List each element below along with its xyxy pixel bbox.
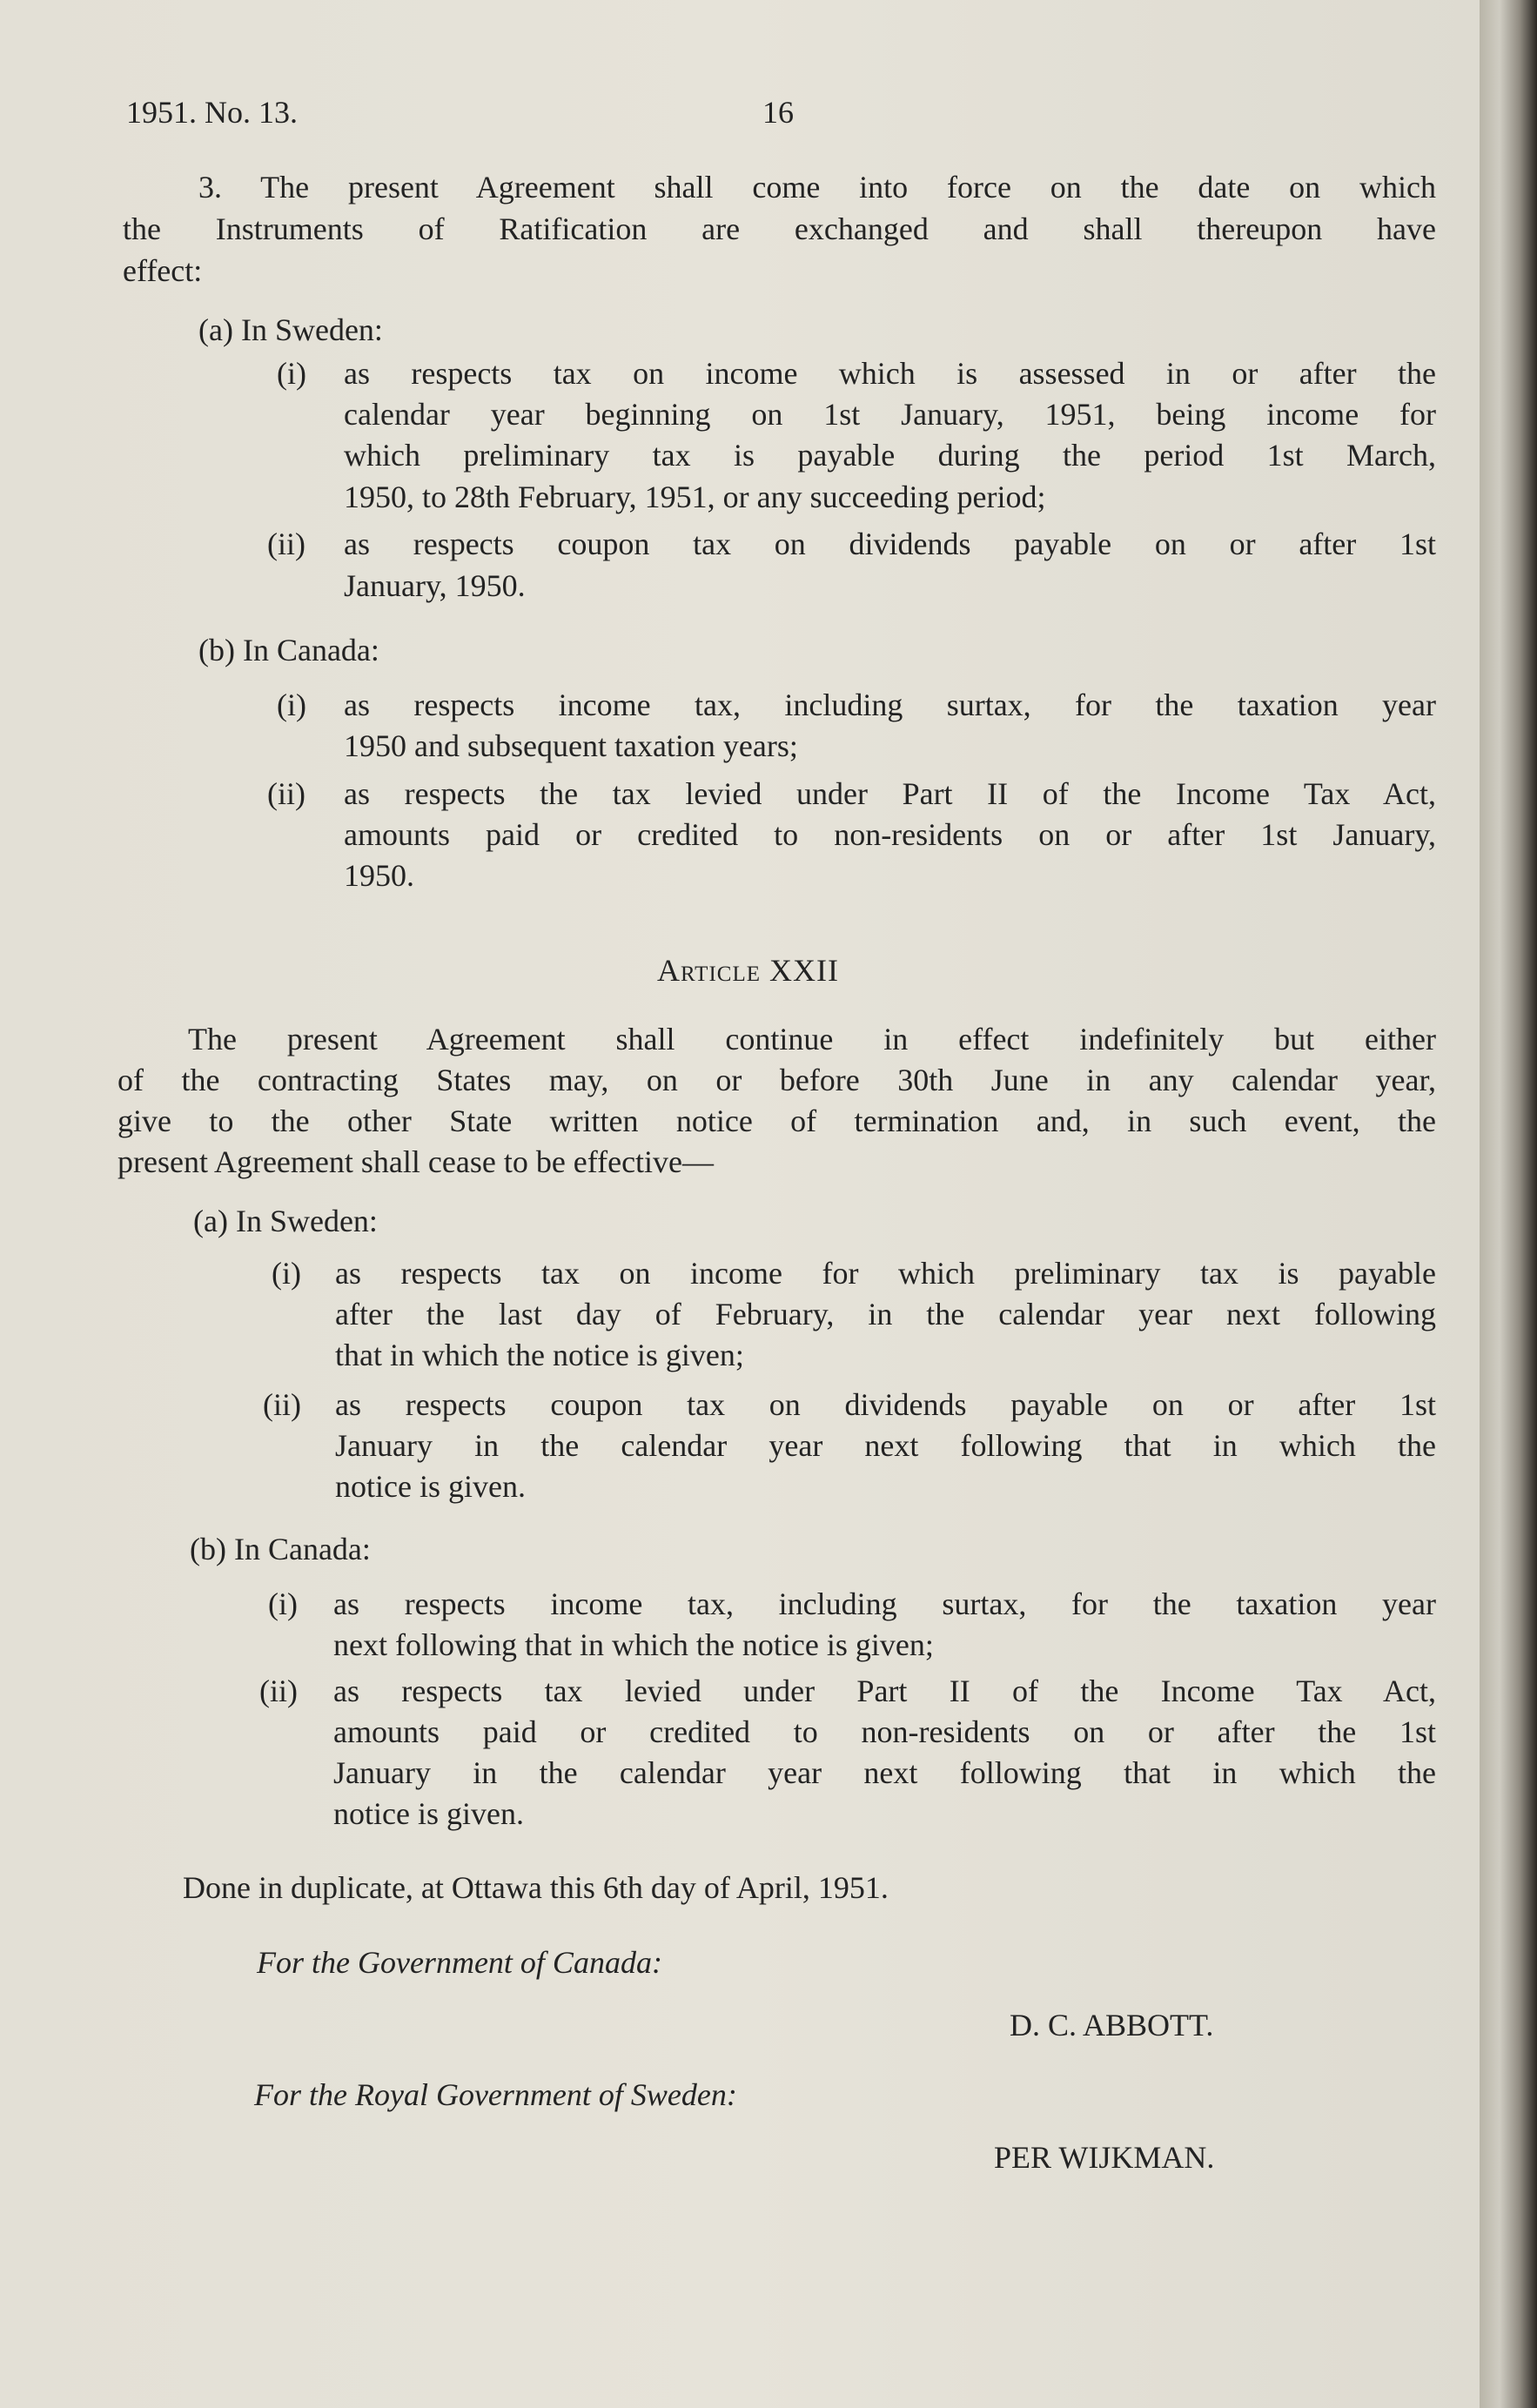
sec-b2-i-line-2: next following that in which the notice is given; [333, 1627, 934, 1662]
sec-a1-i-line-1: as respects tax on income which is assessed in or after the [344, 356, 1436, 391]
sec-b2-ii-line-3: January in the calendar year next following that in which the [333, 1755, 1436, 1790]
article-heading: Article XXII [657, 953, 839, 988]
canada-government-label: For the Government of Canada: [257, 1945, 662, 1980]
sec-a1-label: (a) In Sweden: [198, 312, 383, 347]
sec-a1-ii-line-2: January, 1950. [344, 568, 526, 603]
canada-signatory: D. C. ABBOTT. [1010, 2008, 1214, 2042]
para3-line-1: 3. The present Agreement shall come into force on the date on which [198, 170, 1436, 205]
sec-b2-label: (b) In Canada: [190, 1532, 371, 1566]
para3-line-3: effect: [123, 253, 203, 288]
sec-a2-ii-line-1: as respects coupon tax on dividends payable on or after 1st [335, 1387, 1436, 1422]
sec-a2-ii-line-3: notice is given. [335, 1469, 526, 1504]
sec-b2-i-num: (i) [268, 1586, 298, 1621]
sec-b1-ii-line-1: as respects the tax levied under Part II of the Income Tax Act, [344, 776, 1436, 811]
sec-b2-ii-line-2: amounts paid or credited to non-residents on or after the 1st [333, 1714, 1436, 1749]
para-xxii-line-2: of the contracting States may, on or before 30th June in any calendar year, [117, 1063, 1436, 1097]
para3-line-2: the Instruments of Ratification are exchanged and shall thereupon have [123, 211, 1436, 246]
done-line: Done in duplicate, at Ottawa this 6th day of April, 1951. [183, 1870, 889, 1905]
header-citation: 1951. No. 13. [126, 95, 298, 130]
sec-a2-ii-line-2: January in the calendar year next following that in which the [335, 1428, 1436, 1463]
sec-b1-i-num: (i) [277, 688, 306, 722]
para-xxii-line-3: give to the other State written notice of termination and, in such event, the [117, 1103, 1436, 1138]
sec-a2-i-line-1: as respects tax on income for which preliminary tax is payable [335, 1256, 1436, 1291]
sec-a1-ii-line-1: as respects coupon tax on dividends payable on or after 1st [344, 527, 1436, 561]
page-number: 16 [762, 95, 794, 130]
sweden-government-label: For the Royal Government of Sweden: [254, 2077, 737, 2112]
sec-a1-i-line-2: calendar year beginning on 1st January, 1951, being income for [344, 397, 1436, 432]
sec-a2-i-num: (i) [272, 1256, 301, 1291]
sec-b1-label: (b) In Canada: [198, 633, 379, 667]
sec-a2-i-line-2: after the last day of February, in the calendar year next following [335, 1297, 1436, 1331]
sec-a1-i-line-3: which preliminary tax is payable during the period 1st March, [344, 438, 1436, 473]
sec-b2-ii-line-1: as respects tax levied under Part II of the Income Tax Act, [333, 1674, 1436, 1708]
para-xxii-line-1: The present Agreement shall continue in effect indefinitely but either [188, 1022, 1436, 1056]
sec-b1-ii-line-3: 1950. [344, 858, 414, 893]
sec-a2-i-line-3: that in which the notice is given; [335, 1338, 744, 1372]
sec-b1-i-line-2: 1950 and subsequent taxation years; [344, 728, 798, 763]
para-xxii-line-4: present Agreement shall cease to be effective— [117, 1144, 715, 1179]
sec-a1-ii-num: (ii) [267, 527, 305, 561]
sec-b2-ii-num: (ii) [259, 1674, 298, 1708]
sec-a1-i-line-4: 1950, to 28th February, 1951, or any succeeding period; [344, 480, 1046, 514]
sec-a2-ii-num: (ii) [263, 1387, 301, 1422]
sweden-signatory: PER WIJKMAN. [994, 2140, 1215, 2175]
sec-a2-label: (a) In Sweden: [193, 1204, 378, 1238]
sec-b1-ii-line-2: amounts paid or credited to non-residents on or after 1st January, [344, 817, 1436, 852]
book-binding-edge [1480, 0, 1537, 2408]
sec-b1-i-line-1: as respects income tax, including surtax, for the taxation year [344, 688, 1436, 722]
sec-b1-ii-num: (ii) [267, 776, 305, 811]
sec-a1-i-num: (i) [277, 356, 306, 391]
sec-b2-i-line-1: as respects income tax, including surtax, for the taxation year [333, 1586, 1436, 1621]
sec-b2-ii-line-4: notice is given. [333, 1796, 524, 1831]
